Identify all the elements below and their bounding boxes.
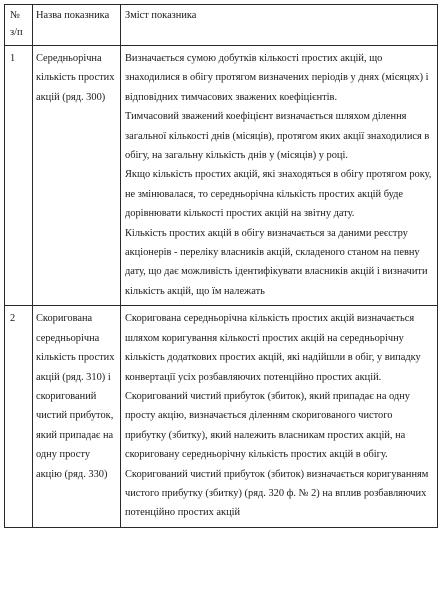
header-name: Назва показника <box>33 5 121 46</box>
row-name: Середньорічна кількість простих акцій (ряд. 300) <box>33 46 121 306</box>
header-content: Зміст показника <box>121 5 438 46</box>
content-paragraph: Якщо кількість простих акцій, які знаходяться в обігу протягом року, не змінювалася, то середньорічна кількість простих акцій буде дорівнювати кількості простих акцій на звітну дату. <box>125 169 432 220</box>
table-header-row <box>5 5 438 46</box>
content-paragraph: Скоригована середньорічна кількість простих акцій визначається шляхом коригування кількості простих акцій на середньорічну кількість додаткових простих акцій, які надійшли в обіг, у випадку конвертації усіх розбавляючих потенційно простих акцій. Скоригований чистий прибуток (збиток), який припадає на одну просту акцію, визначається діленням скоригованого чистого прибутку (збитку), який належить власникам простих акцій, на скориговану середньорічну кількість простих акцій в обігу. <box>125 313 421 461</box>
content-paragraph: Тимчасовий зважений коефіцієнт визначається шляхом ділення загальної кількості днів (місяців), протягом яких акції знаходилися в обігу, на загальну кількість днів у (місяців) у році. <box>125 111 430 162</box>
header-num: № з/п <box>5 5 33 46</box>
content-paragraph: Скоригований чистий прибуток (збиток) визначається коригуванням чистого прибутку (збитку) (ряд. 320 ф. № 2) на вплив розбавляючих потенційно простих акцій <box>125 468 429 519</box>
table-row <box>5 306 438 527</box>
indicator-table <box>4 4 438 528</box>
content-paragraph: Визначається сумою добутків кількості простих акцій, що знаходилися в обігу протягом визначених періодів у днях (місяцях) і відповідних тимчасових зважених коефіцієнтів. <box>125 53 429 103</box>
row-content <box>121 306 438 527</box>
table-row <box>5 46 438 306</box>
content-paragraph: Кількість простих акцій в обігу визначається за даними реєстру акціонерів - переліку власників акцій, складеного станом на певну дату, що дає можливість ідентифікувати власників акцій і визначити кількість акцій, що їм належать <box>125 227 428 297</box>
row-num: 2 <box>5 306 33 527</box>
row-content <box>121 46 438 306</box>
row-name: Скоригована середньорічна кількість простих акцій (ряд. 310) і скоригований чистий прибуток, який припадає на одну простy акцію (ряд. 330) <box>33 306 121 527</box>
row-num: 1 <box>5 46 33 306</box>
